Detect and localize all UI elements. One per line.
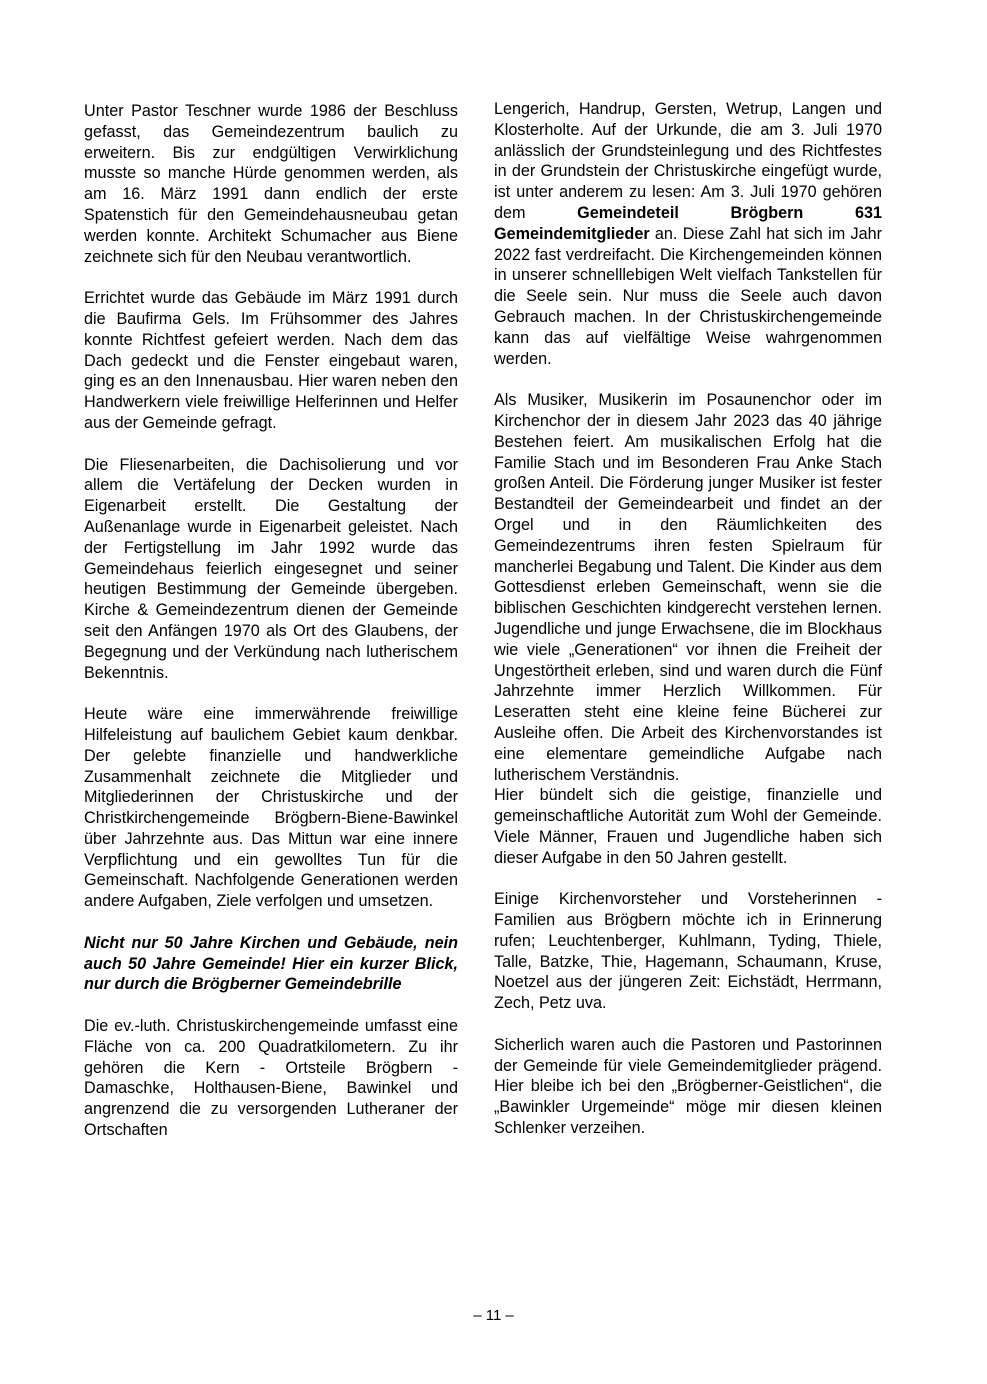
paragraph-music-youth: Als Musiker, Musikerin im Posaunenchor oder im Kirchenchor der in diesem Jahr 2023 das 40 jährige Bestehen feiert. Am musikalischen Erfolg hat die Familie Stach und im Besonderen Frau Anke Stach großen Anteil. Die Förderung junger Musiker ist fester Bestandteil der Gemeindearbeit und findet an der Orgel und in den Räumlichkeiten des Gemeindezentrums ihren festen Spielraum für mancherlei Begabung und Talent. Die Kinder aus dem Gottesdienst erleben Gemeinschaft, wenn sie die biblischen Geschichten kindgerecht verstehen lernen. Jugendliche und junge Erwachsene, die im Blockhaus wie viele „Generationen“ vor ihnen die Freiheit der Ungestörtheit erleben, sind und waren durch die Fünf Jahrzehnte immer Herzlich Willkommen. Für Leseratten steht eine kleine feine Bücherei zur Ausleihe offen. Die Arbeit des Kirchenvorstandes ist eine elementare gemeindliche Aufgabe nach lutherischem Verständnis. bbox=[494, 391, 882, 784]
paragraph-extension-1986: Unter Pastor Teschner wurde 1986 der Beschluss gefasst, das Gemeindezentrum baulich zu erweitern. Bis zur endgültigen Verwirklichung musste so manche Hürde genommen werden, als am 16. März 1991 dann endlich der erste Spatenstich für den Gemeindehausneubau getan werden konnte. Architekt Schumacher aus Biene zeichnete sich für den Neubau verantwortlich. bbox=[84, 102, 458, 266]
paragraph-construction-1991: Errichtet wurde das Gebäude im März 1991 durch die Baufirma Gels. Im Frühsommer des Jahres konnte Richtfest gefeiert werden. Nach dem das Dach gedeckt und die Fenster eingebaut waren, ging es an den Innenausbau. Hier waren neben den Handwerkern viele freiwillige Helferinnen und Helfer aus der Gemeinde gefragt. bbox=[84, 289, 458, 432]
founding-text-end: an. Diese Zahl hat sich im Jahr 2022 fast verdreifacht. Die Kirchengemeinden können in unserer schnelllebigen Welt vielfach Tankstellen für die Seele sein. Nur muss die Seele auch davon Gebrauch machen. In der Christuskirchengemeinde kann das auf vielfältige Weise wahrgenommen werden. bbox=[494, 224, 882, 368]
paragraph-volunteer-help: Heute wäre eine immerwährende freiwillige Hilfeleistung auf baulichem Gebiet kaum denkbar. Der gelebte finanzielle und handwerkliche Zusammenhalt zeichnete die Mitglieder und Mitgliederinnen der Christuskirche und der Christkirchengemeinde Brögbern-Biene-Bawinkel über Jahrzehnte aus. Das Mittun war eine innere Verpflichtung und ein gewolltes Tun für die Gemeinschaft. Nachfolgende Generationen werden andere Aufgaben, Ziele verfolgen und umsetzen. bbox=[84, 705, 458, 911]
founding-text-start: Lengerich, Handrup, Gersten, Wetrup, Langen und Klosterholte. Auf der Urkunde, die am 3. Juli 1970 anlässlich der Grundsteinlegung und des Richtfestes in der Grundstein der Christuskirche eingefügt wurde, ist unter anderem zu lesen: Am 3. Juli 1970 gehören dem bbox=[494, 100, 882, 222]
page-number: – 11 – bbox=[473, 1307, 514, 1324]
member-count-highlight: Gemeindeteil Brögbern 631 Gemeindemitglieder bbox=[494, 203, 882, 243]
paragraph-founding-document bbox=[494, 99, 882, 369]
paragraph-authority: Hier bündelt sich die geistige, finanzielle und gemeinschaftliche Autorität zum Wohl der Gemeinde. Viele Männer, Frauen und Jugendliche haben sich dieser Aufgabe in den 50 Jahren gestellt. bbox=[494, 786, 882, 867]
paragraph-church-families: Einige Kirchenvorsteher und Vorsteherinnen - Familien aus Brögbern möchte ich in Erinnerung rufen; Leuchtenberger, Kuhlmann, Tyding, Thiele, Talle, Batzke, Thie, Hagemann, Schaumann, Kruse, Noetzel aus der jüngeren Zeit: Eichstädt, Herrmann, Zech, Petz uva. bbox=[494, 890, 882, 1013]
paragraph-pastors: Sicherlich waren auch die Pastoren und Pastorinnen der Gemeinde für viele Gemeindemitglieder prägend. Hier bleibe ich bei den „Brögberner-Geistlichen“, die „Bawinkler Urgemeinde“ möge mir diesen kleinen Schlenker verzeihen. bbox=[494, 1035, 882, 1138]
left-column bbox=[84, 101, 458, 1141]
paragraph-interior-work: Die Fliesenarbeiten, die Dachisolierung und vor allem die Vertäfelung der Decken wurden in Eigenarbeit erstellt. Die Gestaltung der Außenanlage wurde in Eigenarbeit geleistet. Nach der Fertigstellung im Jahr 1992 wurde das Gemeindehaus feierlich eingesegnet und seiner heutigen Bestimmung der Gemeinde übergeben. Kirche & Gemeindezentrum dienen der Gemeinde seit den Anfängen 1970 als Ort des Glaubens, der Begegnung und der Verkündung nach lutherischem Bekenntnis. bbox=[84, 455, 458, 682]
right-column bbox=[494, 99, 882, 1139]
paragraph-parish-area: Die ev.-luth. Christuskirchengemeinde umfasst eine Fläche von ca. 200 Quadratkilometern. Zu ihr gehören die Kern - Ortsteile Brögbern - Damaschke, Holthausen-Biene, Bawinkel und angrenzend die zu versorgenden Lutheraner der Ortschaften bbox=[84, 1017, 458, 1140]
section-heading: Nicht nur 50 Jahre Kirchen und Gebäude, nein auch 50 Jahre Gemeinde! Hier ein kurzer Blick, nur durch die Brögberner Gemeindebrille bbox=[84, 933, 458, 994]
